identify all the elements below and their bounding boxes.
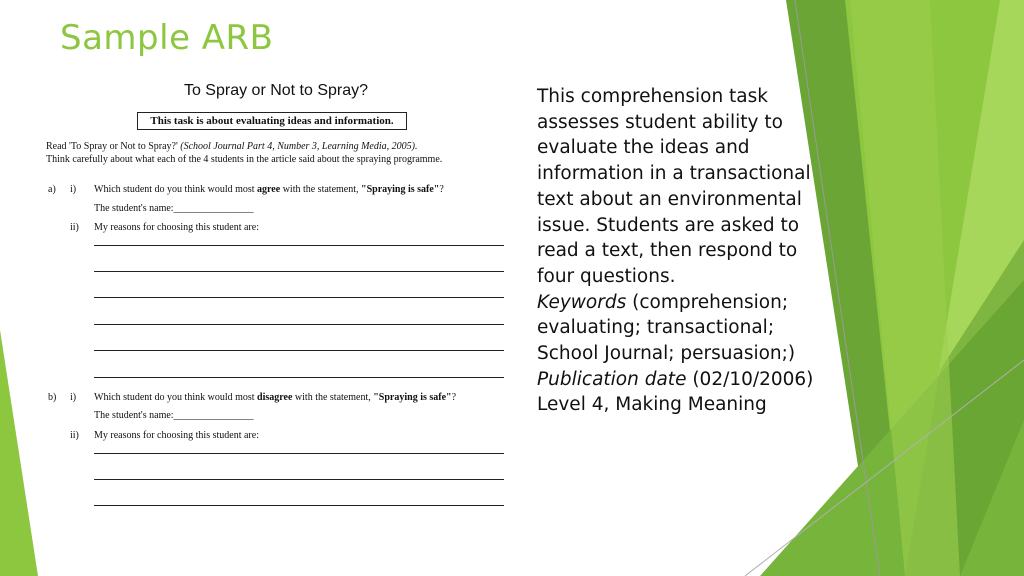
- intro-source: (School Journal Part 4, Number 3, Learning Media, 2005).: [180, 141, 418, 152]
- publication-date-label: Publication date: [537, 368, 687, 390]
- question-a-i-label: i): [70, 184, 77, 195]
- slide-title: Sample ARB: [60, 18, 274, 58]
- answer-line: [94, 324, 504, 325]
- question-a-name-field: The student's name:________________: [94, 203, 254, 214]
- question-b-name-field: The student's name:________________: [94, 410, 254, 421]
- worksheet-title: To Spray or Not to Spray?: [183, 82, 369, 99]
- worksheet-intro: [46, 140, 486, 166]
- answer-line: [94, 350, 504, 351]
- worksheet-image: [44, 80, 508, 520]
- keywords-label: Keywords: [537, 291, 627, 313]
- question-b-label: b): [48, 392, 57, 403]
- description-body: This comprehension task assesses student ability to evaluate the ideas and information in a transactional text about an environmental issue. Students are asked to read a text, then respond to four questions.: [537, 86, 811, 287]
- keywords-value: (comprehension; evaluating; transactional; School Journal; persuasion;): [537, 291, 796, 365]
- answer-line: [94, 453, 504, 454]
- question-a-ii-label: ii): [70, 222, 79, 233]
- question-a-ii-text: My reasons for choosing this student are:: [94, 222, 259, 233]
- question-b-ii-label: ii): [70, 430, 79, 441]
- question-b-ii-text: My reasons for choosing this student are:: [94, 430, 259, 441]
- task-description: [537, 84, 837, 418]
- answer-line: [94, 297, 504, 298]
- level-text: Level 4, Making Meaning: [537, 394, 767, 416]
- question-b-i-label: i): [70, 392, 77, 403]
- answer-line: [94, 245, 504, 246]
- answer-line: [94, 377, 504, 378]
- question-a-i-text: Which student do you think would most agree with the statement, "Spraying is safe"?: [94, 184, 444, 195]
- worksheet-instruction-box: This task is about evaluating ideas and information.: [137, 112, 407, 130]
- intro-line-2: Think carefully about what each of the 4 students in the article said about the spraying programme.: [46, 154, 443, 165]
- question-a-label: a): [48, 184, 56, 195]
- question-b-i-text: Which student do you think would most disagree with the statement, "Spraying is safe"?: [94, 392, 457, 403]
- answer-line: [94, 505, 504, 506]
- publication-date-value: (02/10/2006): [686, 368, 814, 390]
- intro-read: Read 'To Spray or Not to Spray?': [46, 141, 181, 152]
- answer-line: [94, 271, 504, 272]
- left-green-sliver: [0, 330, 38, 576]
- answer-line: [94, 479, 504, 480]
